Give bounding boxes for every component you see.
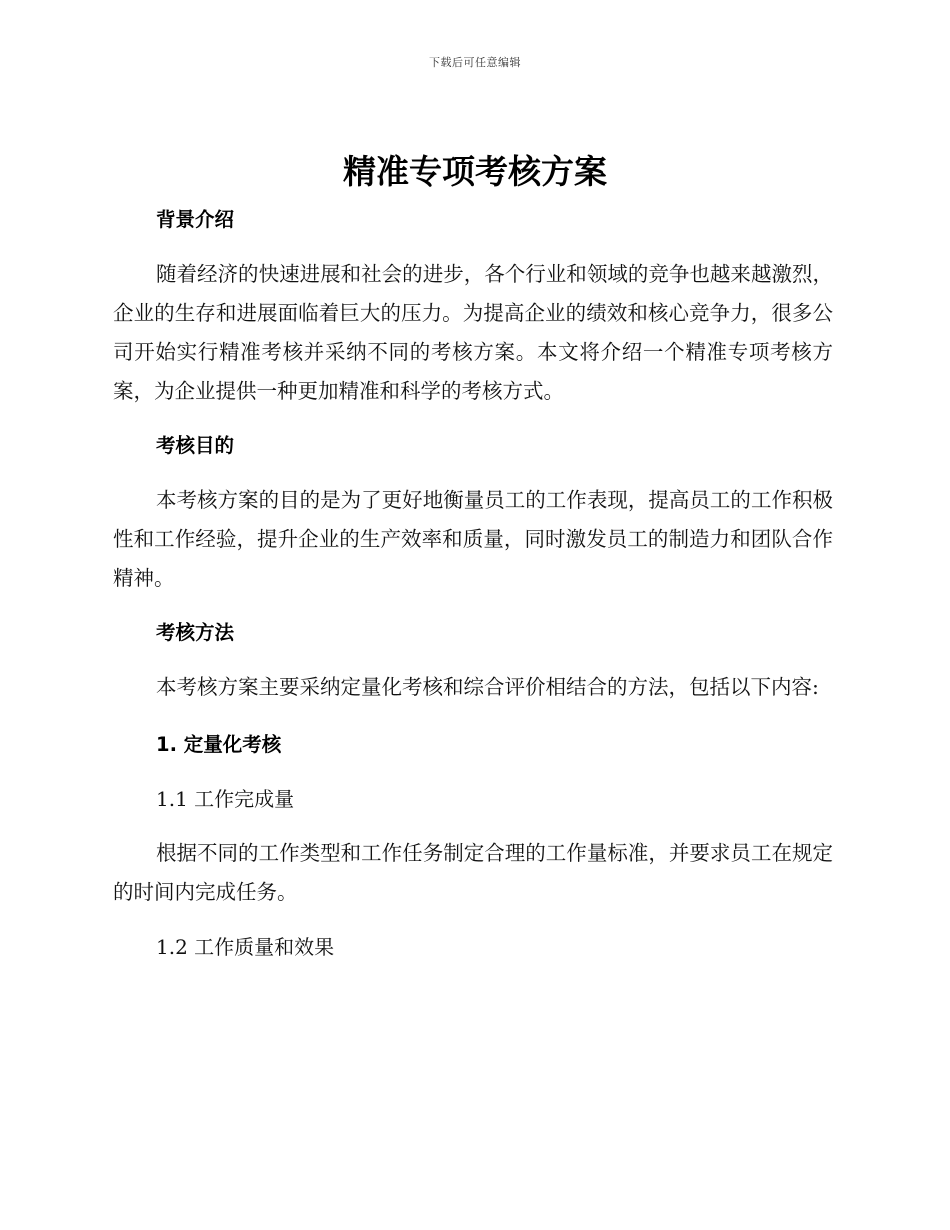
section-heading-purpose: 考核目的 <box>156 434 235 457</box>
section-heading-background: 背景介绍 <box>156 208 235 231</box>
subsection-title-work-quality: 1.2 工作质量和效果 <box>156 935 335 959</box>
section-text-background: 随着经济的快速进展和社会的进步，各个行业和领域的竞争也越来越激烈，企业的生存和进展面临着巨大的压力。为提高企业的绩效和核心竞争力，很多公司开始实行精准考核并采纳不同的考核方案。本文将介绍一个精准专项考核方案，为企业提供一种更加精准和科学的考核方式。 <box>113 262 833 403</box>
section-heading-method: 考核方法 <box>156 621 235 644</box>
page-header-note: 下载后可任意编辑 <box>429 56 521 69</box>
subsection-title-work-volume: 1.1 工作完成量 <box>156 787 295 811</box>
document-body <box>113 204 833 963</box>
section-heading-quantitative: 1. 定量化考核 <box>156 733 282 756</box>
section-text-purpose: 本考核方案的目的是为了更好地衡量员工的工作表现，提高员工的工作积极性和工作经验，提升企业的生产效率和质量，同时激发员工的制造力和团队合作精神。 <box>113 488 833 590</box>
subsection-text-work-volume: 根据不同的工作类型和工作任务制定合理的工作量标准，并要求员工在规定的时间内完成任务。 <box>113 841 833 904</box>
section-text-method: 本考核方案主要采纳定量化考核和综合评价相结合的方法，包括以下内容: <box>156 675 819 699</box>
document-title: 精准专项考核方案 <box>343 152 607 191</box>
